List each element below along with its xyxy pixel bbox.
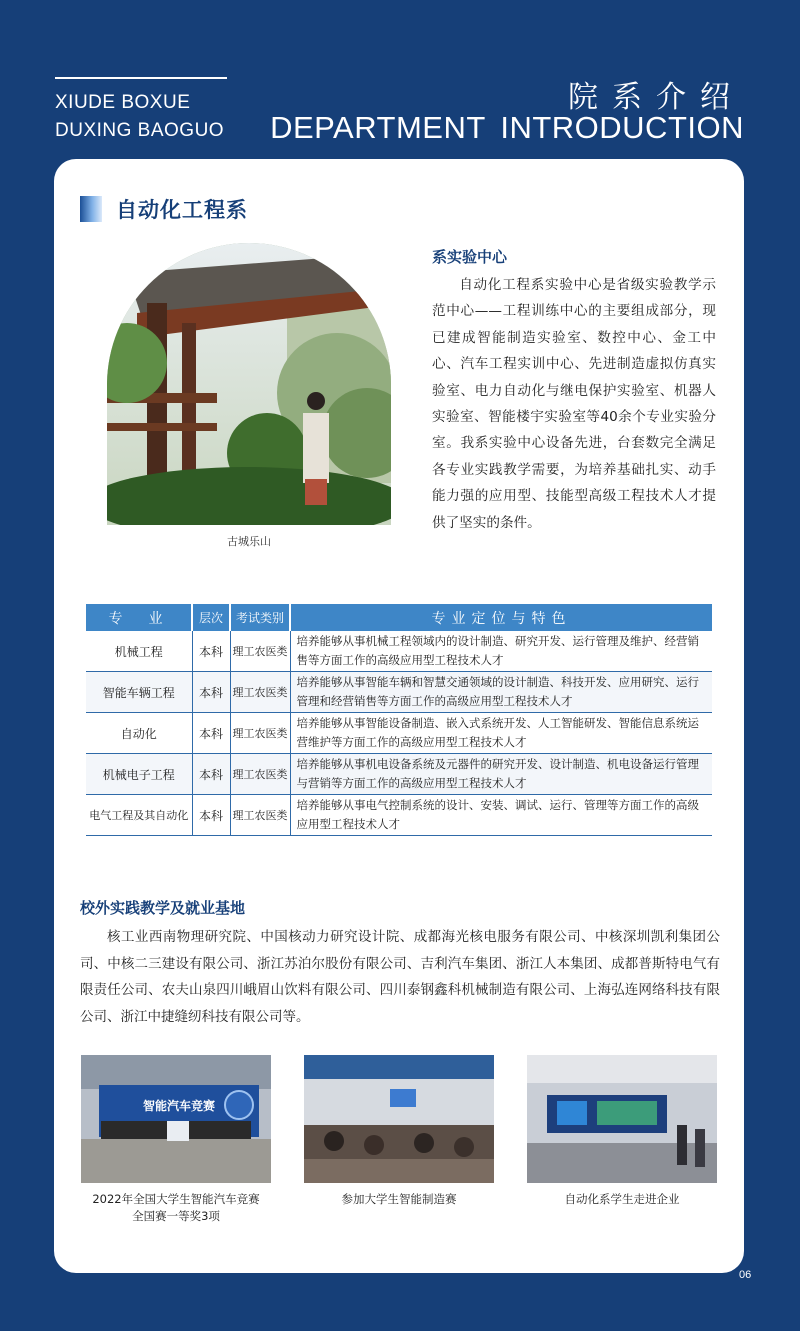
caption-line-1: 2022年全国大学生智能汽车竞赛: [92, 1192, 260, 1206]
category-cell: 理工农医类: [230, 754, 290, 795]
category-cell: 理工农医类: [230, 795, 290, 836]
level-cell: 本科: [192, 754, 230, 795]
header-category: 考试类别: [230, 604, 290, 631]
manufacturing-contest-photo: [304, 1055, 494, 1183]
lab-description: 自动化工程系实验中心是省级实验教学示范中心——工程训练中心的主要组成部分，现已建成智能制造实验室、数控中心、金工中心、汽车工程实训中心、先进制造虚拟仿真实验室、电力自动化与继电保护实验室、机器人实验室、智能楼宇实验室等40余个专业实验分室。我系实验中心设备先进，台套数完全满足各专业实践教学需要，为培养基础扎实、动手能力强的应用型、技能型高级工程技术人才提供了坚实的条件。: [432, 277, 716, 531]
section-marker: [80, 196, 102, 222]
description-cell: 培养能够从事机械工程领域内的设计制造、研究开发、运行管理及维护、经营销售等方面工作的高级应用型工程技术人才: [290, 631, 712, 672]
category-cell: 理工农医类: [230, 672, 290, 713]
category-cell: 理工农医类: [230, 631, 290, 672]
header-level: 层次: [192, 604, 230, 631]
slogan-line-1: XIUDE BOXUE: [55, 92, 191, 113]
lab-title: 系实验中心: [432, 248, 508, 266]
description-cell: 培养能够从事智能车辆和智慧交通领域的设计制造、科技开发、应用研究、运行管理和经营销售等方面工作的高级应用型工程技术人才: [290, 672, 712, 713]
header-description: 专业定位与特色: [290, 604, 712, 631]
banner-text: 智能汽车竞赛: [142, 1099, 216, 1113]
category-cell: 理工农医类: [230, 713, 290, 754]
major-cell: 智能车辆工程: [86, 672, 192, 713]
table-row: [86, 795, 712, 836]
page-number: 06: [739, 1269, 752, 1281]
description-cell: 培养能够从事机电设备系统及元器件的研究开发、设计制造、机电设备运行管理与营销等方面工作的高级应用型工程技术人才: [290, 754, 712, 795]
section-title: 自动化工程系: [116, 198, 248, 222]
majors-table: [86, 604, 712, 836]
major-cell: 电气工程及其自动化: [86, 795, 192, 836]
manufacturing-caption: 参加大学生智能制造赛: [341, 1192, 457, 1206]
enterprise-caption: 自动化系学生走进企业: [564, 1192, 680, 1206]
major-cell: 机械工程: [86, 631, 192, 672]
practice-title: 校外实践教学及就业基地: [80, 899, 246, 917]
slogan-line-2: DUXING BAOGUO: [55, 120, 225, 141]
table-row: [86, 631, 712, 672]
description-cell: 培养能够从事电气控制系统的设计、安装、调试、运行、管理等方面工作的高级应用型工程技术人才: [290, 795, 712, 836]
practice-description: 核工业西南物理研究院、中国核动力研究设计院、成都海光核电服务有限公司、中核深圳凯利集团公司、中核二三建设有限公司、浙江苏泊尔股份有限公司、吉利汽车集团、浙江人本集团、成都普斯特电气有限责任公司、农夫山泉四川峨眉山饮料有限公司、四川泰钢鑫科机械制造有限公司、上海弘连网络科技有限公司、浙江中捷缝纫科技有限公司等。: [80, 929, 720, 1025]
enterprise-visit-photo: [527, 1055, 717, 1183]
level-cell: 本科: [192, 631, 230, 672]
level-cell: 本科: [192, 672, 230, 713]
major-cell: 自动化: [86, 713, 192, 754]
competition-photo: [81, 1055, 271, 1183]
page-title-en: DEPARTMENT INTRODUCTION: [270, 110, 744, 145]
table-header-row: [86, 604, 712, 631]
table-row: [86, 672, 712, 713]
competition-caption: [66, 1191, 286, 1225]
table-row: [86, 754, 712, 795]
caption-line-2: 全国赛一等奖3项: [132, 1209, 220, 1223]
leshan-photo: [107, 243, 391, 525]
description-cell: 培养能够从事智能设备制造、嵌入式系统开发、人工智能研发、智能信息系统运营维护等方面工作的高级应用型工程技术人才: [290, 713, 712, 754]
page-title-cn: 院系介绍: [568, 80, 744, 115]
major-cell: 机械电子工程: [86, 754, 192, 795]
level-cell: 本科: [192, 795, 230, 836]
level-cell: 本科: [192, 713, 230, 754]
photo-caption: 古城乐山: [227, 535, 271, 548]
header-major: 专 业: [86, 604, 192, 631]
header-rule: [55, 77, 227, 79]
table-row: [86, 713, 712, 754]
